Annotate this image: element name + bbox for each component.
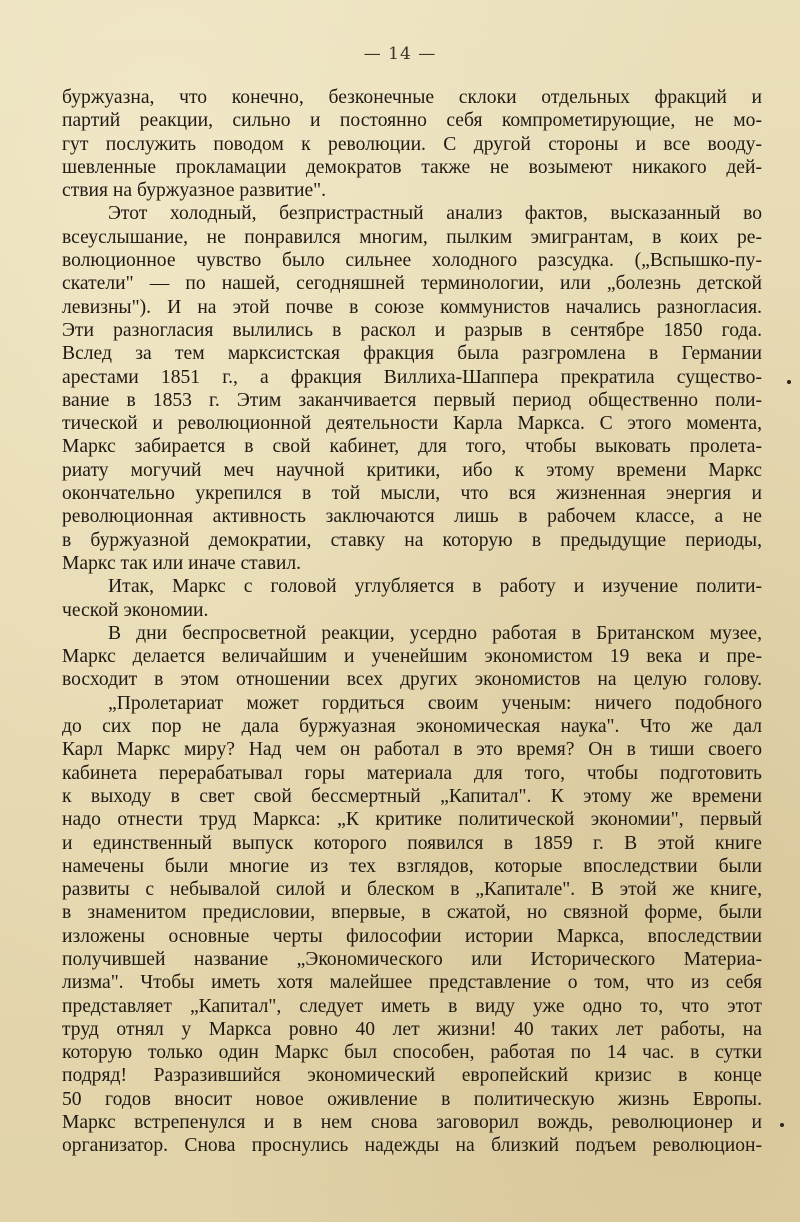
text-line: волюционное чувство было сильнее холодного разсудка. („Вспышко-пу- (62, 250, 762, 272)
paragraph-first-line: Итак, Маркс с головой углубляется в работу и изучение полити- (108, 576, 762, 598)
text-line: намечены были многие из тех взглядов, которые впоследствии были (62, 855, 762, 877)
text-line: и единственный выпуск которого появился в 1859 г. В этой книге (62, 832, 762, 854)
text-line: Маркс так или иначе ставил. (62, 552, 302, 574)
paragraph-first-line: Этот холодный, безпристрастный анализ фактов, высказанный во (108, 203, 762, 225)
text-line: арестами 1851 г., а фракция Виллиха-Шаппера прекратила существо- (62, 366, 762, 388)
text-line: Маркс делается величайшим и ученейшим экономистом 19 века и пре- (62, 646, 762, 668)
text-line: развиты с небывалой силой и блеском в „Капитале". В этой же книге, (62, 879, 762, 901)
text-line: которую только один Маркс был способен, работая по 14 час. в сутки (62, 1042, 762, 1064)
text-line: Маркс встрепенулся и в нем снова заговорил вождь, революционер и (62, 1112, 762, 1134)
text-line: подряд! Разразившийся экономический европейский кризис в конце (62, 1065, 762, 1087)
text-line: вание в 1853 г. Этим заканчивается первый период общественно поли- (62, 389, 762, 411)
text-line: всеуслышание, не понравился многим, пылким эмигрантам, в коих ре- (62, 226, 762, 248)
text-line: окончательно укрепился в той мысли, что вся жизненная энергия и (62, 483, 762, 505)
text-line: Карл Маркс миру? Над чем он работал в это время? Он в тиши своего (62, 739, 762, 761)
text-line: труд отнял у Маркса ровно 40 лет жизни! 40 таких лет работы, на (62, 1018, 762, 1040)
text-line: 50 годов вносит новое оживление в политическую жизнь Европы. (62, 1088, 762, 1110)
text-line: в знаменитом предисловии, впервые, в сжатой, но связной форме, были (62, 902, 762, 924)
text-line: в буржуазной демократии, ставку на которую в предыдущие периоды, (62, 529, 762, 551)
text-line: ствия на буржуазное развитие". (62, 180, 327, 202)
text-line: Маркс забирается в свой кабинет, для того, чтобы выковать пролета- (62, 436, 762, 458)
text-line: риату могучий меч научной критики, ибо к этому времени Маркс (62, 459, 762, 481)
text-line: восходит в этом отношении всех других экономистов на целую голову. (62, 669, 762, 691)
text-line: представляет „Капитал", следует иметь в виду уже одно то, что этот (62, 995, 762, 1017)
page-number: — 14 — (363, 44, 437, 64)
text-line: партий реакции, сильно и постоянно себя компрометирующие, не мо- (62, 110, 762, 132)
text-line: скатели" — по нашей, сегодняшней терминологии, или „болезнь детской (62, 273, 762, 295)
text-line: надо отнести труд Маркса: „К критике политической экономии", первый (62, 809, 762, 831)
text-line: ческой экономии. (62, 599, 209, 621)
text-line: организатор. Снова проснулись надежды на близкий подъем революцион- (62, 1135, 762, 1157)
text-line: Вслед за тем марксистская фракция была разгромлена в Германии (62, 343, 762, 365)
paragraph-first-line: „Пролетариат может гордиться своим ученым: ничего подобного (108, 692, 762, 714)
text-line: лизма". Чтобы иметь хотя малейшее представление о том, что из себя (62, 972, 762, 994)
text-line: шевленные прокламации демократов также не возымеют никакого дей- (62, 156, 762, 178)
text-line: тической и революционной деятельности Карла Маркса. С этого момента, (62, 413, 762, 435)
text-line: до сих пор не дала буржуазная экономическая наука". Что же дал (62, 716, 762, 738)
margin-speck (787, 380, 791, 384)
text-line: буржуазна, что конечно, безконечные склоки отдельных фракций и (62, 87, 762, 108)
text-line: изложены основные черты философии истории Маркса, впоследствии (62, 925, 762, 947)
text-line: Эти разногласия вылились в раскол и разрыв в сентябре 1850 года. (62, 319, 762, 341)
text-line: кабинета перерабатывал горы материала для того, чтобы подготовить (62, 762, 762, 784)
paragraph-first-line: В дни беспросветной реакции, усердно работая в Британском музее, (108, 622, 762, 644)
text-line: революционная активность заключаются лишь в рабочем классе, а не (62, 506, 762, 528)
margin-speck (780, 1123, 784, 1127)
body-text (62, 86, 762, 1158)
text-line: левизны"). И на этой почве в союзе коммунистов начались разногласия. (62, 296, 762, 318)
text-line: получившей название „Экономического или Исторического Материа- (62, 948, 762, 970)
text-line: гут послужить поводом к революции. С другой стороны и все вооду- (62, 133, 762, 155)
text-line: к выходу в свет свой бессмертный „Капитал". К этому же времени (62, 785, 762, 807)
